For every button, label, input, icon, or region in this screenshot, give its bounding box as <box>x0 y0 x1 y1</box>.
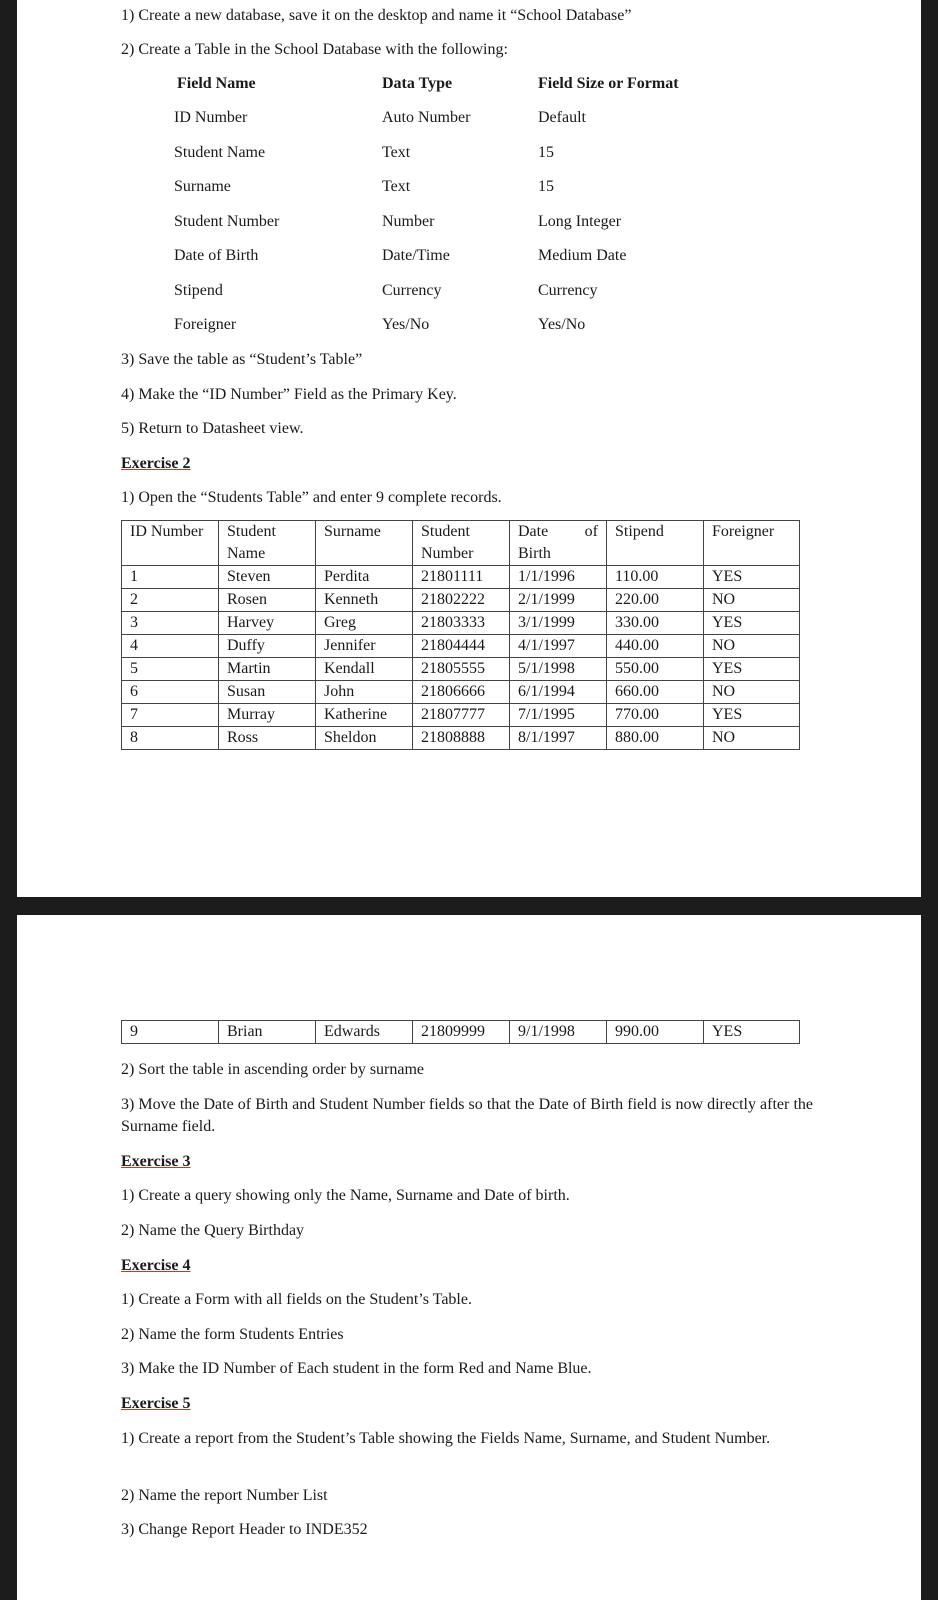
table-row <box>122 635 800 658</box>
table-cell: 880.00 <box>607 727 704 750</box>
field-spec-cell: Date/Time <box>382 247 450 264</box>
table-cell: Rosen <box>219 589 316 612</box>
exercise-4-step-3: 3) Make the ID Number of Each student in the form Red and Name Blue. <box>121 1360 592 1377</box>
table-cell: Martin <box>219 658 316 681</box>
table-cell: 7 <box>122 704 219 727</box>
table-cell: 21807777 <box>413 704 510 727</box>
table-row <box>122 681 800 704</box>
column-header-part: of <box>584 523 598 540</box>
table-cell: 21809999 <box>413 1021 510 1044</box>
table-cell: 21805555 <box>413 658 510 681</box>
table-cell: John <box>316 681 413 704</box>
records-header-row <box>122 521 800 566</box>
table-cell: NO <box>704 635 800 658</box>
table-cell: 6/1/1994 <box>510 681 607 704</box>
field-spec-cell: Medium Date <box>538 247 627 264</box>
table-cell: YES <box>704 658 800 681</box>
step-3: 3) Save the table as “Student’s Table” <box>121 351 363 368</box>
table-cell: 2/1/1999 <box>510 589 607 612</box>
field-spec-cell: Surname <box>174 178 231 195</box>
column-header: Surname <box>316 521 413 566</box>
exercise-2-step-1: 1) Open the “Students Table” and enter 9 complete records. <box>121 489 502 506</box>
table-cell: 9/1/1998 <box>510 1021 607 1044</box>
table-row <box>122 658 800 681</box>
table-cell: 21804444 <box>413 635 510 658</box>
exercise-4-step-1: 1) Create a Form with all fields on the Student’s Table. <box>121 1291 472 1308</box>
exercise-3-heading: Exercise 3 <box>121 1153 191 1170</box>
exercise-3-step-1: 1) Create a query showing only the Name, Surname and Date of birth. <box>121 1187 570 1204</box>
table-cell: YES <box>704 566 800 589</box>
table-cell: Murray <box>219 704 316 727</box>
table-cell: 21801111 <box>413 566 510 589</box>
table-cell: YES <box>704 1021 800 1044</box>
exercise-5-step-1: 1) Create a report from the Student’s Table showing the Fields Name, Surname, and Student Number. <box>121 1430 771 1447</box>
table-cell: Jennifer <box>316 635 413 658</box>
table-cell: Sheldon <box>316 727 413 750</box>
step-4: 4) Make the “ID Number” Field as the Primary Key. <box>121 386 457 403</box>
table-cell: 660.00 <box>607 681 704 704</box>
table-cell: 1/1/1996 <box>510 566 607 589</box>
field-spec-cell: Stipend <box>174 282 223 299</box>
field-spec-cell: Yes/No <box>538 316 586 333</box>
table-cell: 9 <box>122 1021 219 1044</box>
table-row <box>122 612 800 635</box>
exercise-5-step-2: 2) Name the report Number List <box>121 1487 328 1504</box>
table-row <box>122 566 800 589</box>
table-cell: 6 <box>122 681 219 704</box>
exercise-4-heading: Exercise 4 <box>121 1257 191 1274</box>
table-cell: 220.00 <box>607 589 704 612</box>
exercise-2-step-2: 2) Sort the table in ascending order by surname <box>121 1061 425 1078</box>
field-spec-cell: Currency <box>538 282 598 299</box>
exercise-2-step-3: 3) Move the Date of Birth and Student Number fields so that the Date of Birth field is now directly after the Surname field. <box>121 1096 813 1135</box>
document-page-1 <box>17 0 921 897</box>
field-spec-cell: Number <box>382 213 435 230</box>
field-spec-cell: 15 <box>538 178 554 195</box>
table-cell: 2 <box>122 589 219 612</box>
column-header: ID Number <box>122 521 219 566</box>
field-spec-cell: Date of Birth <box>174 247 259 264</box>
step-2: 2) Create a Table in the School Database with the following: <box>121 41 508 58</box>
table-cell: Harvey <box>219 612 316 635</box>
field-spec-cell: Currency <box>382 282 442 299</box>
table-cell: 21808888 <box>413 727 510 750</box>
table-cell: Kendall <box>316 658 413 681</box>
table-cell: Edwards <box>316 1021 413 1044</box>
column-header <box>510 521 607 566</box>
field-spec-cell: Long Integer <box>538 213 622 230</box>
table-cell: NO <box>704 589 800 612</box>
table-cell: Kenneth <box>316 589 413 612</box>
field-spec-cell: Text <box>382 178 411 195</box>
table-cell: 5/1/1998 <box>510 658 607 681</box>
table-cell: Perdita <box>316 566 413 589</box>
table-row <box>122 704 800 727</box>
table-cell: 1 <box>122 566 219 589</box>
field-spec-cell: Yes/No <box>382 316 430 333</box>
table-cell: 8 <box>122 727 219 750</box>
exercise-3-step-2: 2) Name the Query Birthday <box>121 1222 305 1239</box>
table-cell: Susan <box>219 681 316 704</box>
table-cell: 440.00 <box>607 635 704 658</box>
field-spec-cell: 15 <box>538 144 554 161</box>
column-header: Student Number <box>413 521 510 566</box>
step-1: 1) Create a new database, save it on the desktop and name it “School Database” <box>121 7 632 24</box>
table-cell: Brian <box>219 1021 316 1044</box>
table-row <box>122 727 800 750</box>
table-cell: 770.00 <box>607 704 704 727</box>
table-cell: 21806666 <box>413 681 510 704</box>
table-cell: 3 <box>122 612 219 635</box>
field-spec-cell: Default <box>538 109 586 126</box>
table-cell: YES <box>704 704 800 727</box>
table-cell: 990.00 <box>607 1021 704 1044</box>
table-cell: Ross <box>219 727 316 750</box>
table-cell: YES <box>704 612 800 635</box>
field-spec-cell: Student Number <box>174 213 280 230</box>
field-spec-cell: Student Name <box>174 144 266 161</box>
column-header: Foreigner <box>704 521 800 566</box>
table-cell: NO <box>704 681 800 704</box>
field-spec-header: Field Name <box>177 75 256 92</box>
table-cell: 5 <box>122 658 219 681</box>
table-cell: NO <box>704 727 800 750</box>
table-cell: Duffy <box>219 635 316 658</box>
field-spec-cell: Text <box>382 144 411 161</box>
table-row <box>122 1021 800 1044</box>
exercise-5-heading: Exercise 5 <box>121 1395 191 1412</box>
table-cell: 4 <box>122 635 219 658</box>
step-5: 5) Return to Datasheet view. <box>121 420 304 437</box>
field-spec-header: Field Size or Format <box>538 75 679 92</box>
table-cell: 7/1/1995 <box>510 704 607 727</box>
column-header: Stipend <box>607 521 704 566</box>
table-cell: 330.00 <box>607 612 704 635</box>
field-spec-cell: Auto Number <box>382 109 471 126</box>
table-cell: 550.00 <box>607 658 704 681</box>
table-cell: Greg <box>316 612 413 635</box>
records-table <box>121 520 800 750</box>
column-header-part: Birth <box>518 545 551 562</box>
column-header-part: Date <box>518 523 549 540</box>
table-cell: 3/1/1999 <box>510 612 607 635</box>
column-header: Student Name <box>219 521 316 566</box>
field-spec-cell: ID Number <box>174 109 248 126</box>
exercise-4-step-2: 2) Name the form Students Entries <box>121 1326 344 1343</box>
exercise-2-heading: Exercise 2 <box>121 455 191 472</box>
table-cell: 21803333 <box>413 612 510 635</box>
table-row <box>122 589 800 612</box>
table-cell: 8/1/1997 <box>510 727 607 750</box>
table-cell: Katherine <box>316 704 413 727</box>
table-cell: 21802222 <box>413 589 510 612</box>
exercise-5-step-3: 3) Change Report Header to INDE352 <box>121 1521 368 1538</box>
field-spec-cell: Foreigner <box>174 316 237 333</box>
records-table-continued <box>121 1020 800 1044</box>
table-cell: Steven <box>219 566 316 589</box>
field-spec-header: Data Type <box>382 75 453 92</box>
table-cell: 4/1/1997 <box>510 635 607 658</box>
table-cell: 110.00 <box>607 566 704 589</box>
document-page-2 <box>17 915 921 1600</box>
